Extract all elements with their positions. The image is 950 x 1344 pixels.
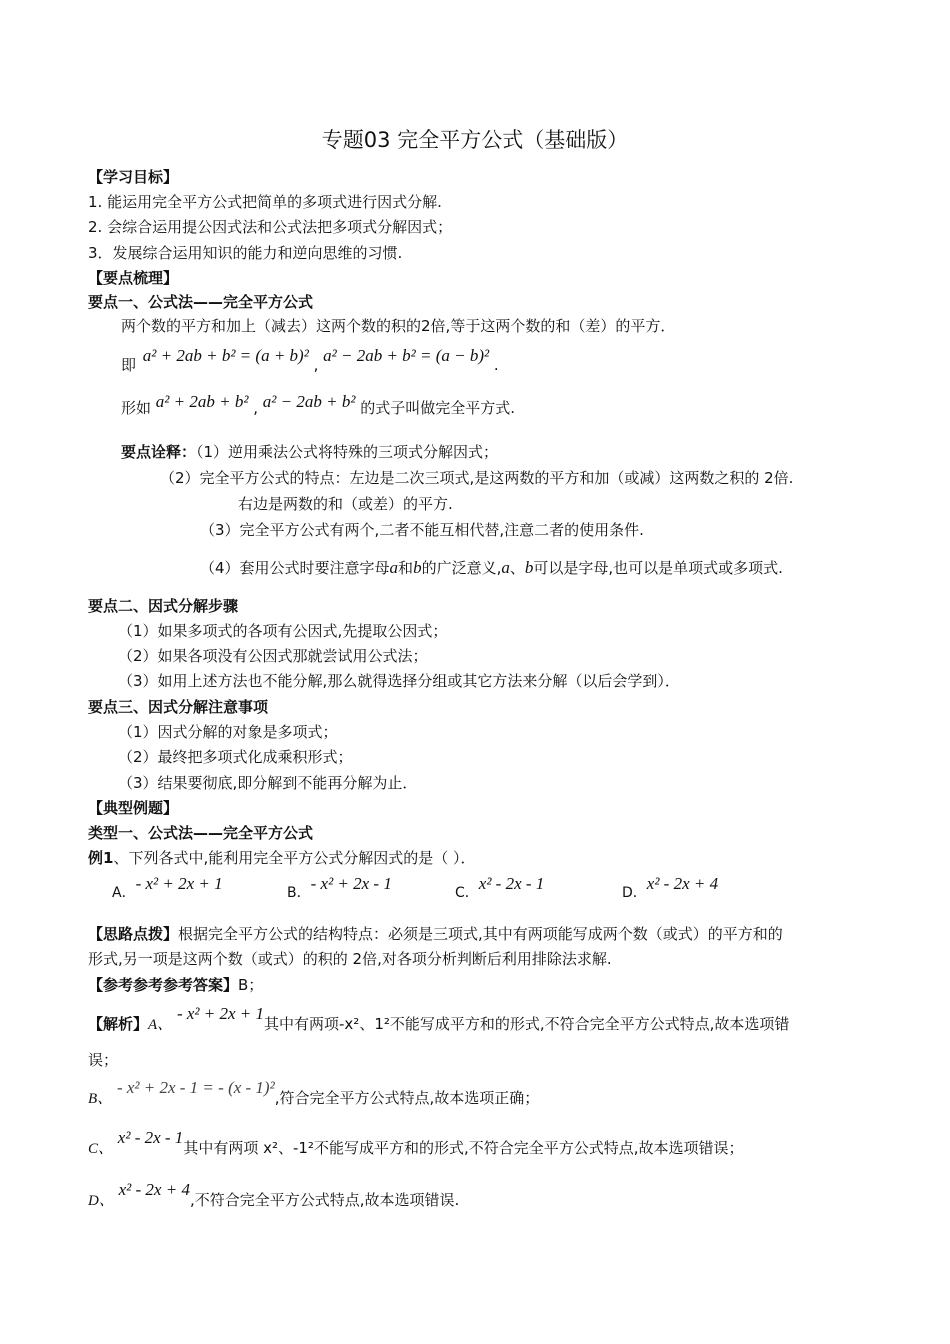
analysis-b-label: B、 bbox=[88, 1091, 113, 1107]
note-4-part-c: 可以是字母,也可以是单项式或多项式. bbox=[533, 559, 783, 577]
var-b: b bbox=[413, 558, 422, 577]
formula-sum-square: a² + 2ab + b² = (a + b)² bbox=[142, 346, 309, 365]
analysis-d-expression: x² - 2x + 4 bbox=[118, 1180, 190, 1199]
hint-line-1 bbox=[88, 924, 783, 944]
objective-item: 2. 会综合运用提公因式法和公式法把多项式分解因式； bbox=[88, 218, 453, 236]
point2-item: （1）如果多项式的各项有公因式,先提取公因式； bbox=[118, 622, 448, 640]
option-c bbox=[455, 874, 545, 901]
var-b: b bbox=[524, 558, 534, 577]
point1-title: 要点一、公式法——完全平方公式 bbox=[88, 293, 314, 311]
point3-title: 要点三、因式分解注意事项 bbox=[88, 698, 269, 716]
form-expression-1: a² + 2ab + b² bbox=[155, 392, 249, 411]
example1-label: 例1 bbox=[88, 849, 114, 867]
analysis-c-label: C、 bbox=[88, 1141, 114, 1157]
point3-item: （2）最终把多项式化成乘积形式； bbox=[118, 748, 353, 766]
form-end-text: 的式子叫做完全平方式. bbox=[360, 399, 515, 417]
point3-item: （3）结果要彻底,即分解到不能再分解为止． bbox=[118, 774, 418, 792]
option-expression: x² - 2x - 1 bbox=[478, 874, 545, 893]
hint-text-2: 形式,另一项是这两个数（或式）的积的 2倍,对各项分析判断后利用排除法求解. bbox=[88, 950, 612, 968]
analysis-a-text-2: 误； bbox=[88, 1051, 119, 1069]
note-2b: 右边是两数的和（或差）的平方. bbox=[238, 495, 453, 513]
form-expression-2: a² − 2ab + b² bbox=[262, 392, 356, 411]
option-d bbox=[622, 874, 719, 901]
example1-text: 、下列各式中,能利用完全平方公式分解因式的是（ ）． bbox=[113, 849, 476, 867]
examples-heading: 【典型例题】 bbox=[88, 799, 179, 817]
analysis-a-label: A、 bbox=[148, 1017, 173, 1033]
option-label: D． bbox=[622, 885, 647, 901]
point2-item: （2）如果各项没有公因式那就尝试用公式法； bbox=[118, 647, 428, 665]
note-1: （1）逆用乘法公式将特殊的三项式分解因式； bbox=[196, 443, 499, 461]
example1-question bbox=[88, 848, 475, 868]
note-3: （3）完全平方公式有两个,二者不能互相代替,注意二者的使用条件. bbox=[200, 521, 644, 539]
option-expression: - x² + 2x - 1 bbox=[310, 874, 392, 893]
analysis-d-text: ,不符合完全平方公式特点,故本选项错误. bbox=[189, 1191, 460, 1209]
formula-diff-square: a² − 2ab + b² = (a − b)² bbox=[323, 346, 490, 365]
points-heading: 【要点梳理】 bbox=[88, 269, 179, 287]
analysis-d-line bbox=[88, 1180, 459, 1208]
analysis-c-line bbox=[88, 1128, 743, 1156]
ji-label: 即 bbox=[121, 356, 137, 374]
var-a: a bbox=[389, 558, 399, 577]
formula-end: . bbox=[493, 356, 499, 374]
xingru-label: 形如 bbox=[121, 399, 152, 417]
note-4 bbox=[200, 558, 783, 578]
option-label: C． bbox=[455, 885, 479, 901]
var-a: a bbox=[501, 558, 510, 577]
form-separator: , bbox=[253, 399, 258, 417]
objective-item: 3．发展综合运用知识的能力和逆向思维的习惯. bbox=[88, 244, 403, 262]
type1-title: 类型一、公式法——完全平方公式 bbox=[88, 824, 314, 842]
analysis-a-text: 其中有两项-x²、1²不能写成平方和的形式,不符合完全平方公式特点,故本选项错 bbox=[264, 1015, 790, 1033]
note-4-part-a: （4）套用公式时要注意字母 bbox=[200, 559, 390, 577]
objective-item: 1. 能运用完全平方公式把简单的多项式进行因式分解. bbox=[88, 193, 442, 211]
analysis-c-text: 其中有两项 x²、-1²不能写成平方和的形式,不符合完全平方公式特点,故本选项错误； bbox=[183, 1139, 744, 1157]
option-label: A． bbox=[112, 885, 136, 901]
answer-line bbox=[88, 975, 263, 995]
analysis-d-label: D、 bbox=[88, 1193, 114, 1209]
point2-item: （3）如用上述方法也不能分解,那么就得选择分组或其它方法来分解（以后会学到）． bbox=[118, 672, 680, 690]
option-label: B． bbox=[287, 885, 311, 901]
note-label: 要点诠释： bbox=[121, 443, 197, 461]
point2-title: 要点二、因式分解步骤 bbox=[88, 597, 239, 615]
answer-value: B； bbox=[238, 976, 264, 994]
point1-text: 两个数的平方和加上（减去）这两个数的积的2倍,等于这两个数的和（差）的平方． bbox=[121, 317, 676, 335]
answer-label: 【参考参考参考答案】 bbox=[88, 976, 239, 994]
hint-text-1: 根据完全平方公式的结构特点：必须是三项式,其中有两项能写成两个数（或式）的平方和的 bbox=[178, 925, 783, 943]
option-expression: - x² + 2x + 1 bbox=[135, 874, 223, 893]
option-expression: x² - 2x + 4 bbox=[646, 874, 719, 893]
analysis-a-expression: - x² + 2x + 1 bbox=[176, 1004, 265, 1023]
point3-item: （1）因式分解的对象是多项式； bbox=[118, 723, 338, 741]
perfect-square-form-line bbox=[121, 392, 515, 420]
analysis-b-text: ,符合完全平方公式特点,故本选项正确； bbox=[274, 1089, 540, 1107]
note-line-1 bbox=[121, 442, 498, 462]
page-title: 专题03 完全平方公式（基础版） bbox=[321, 128, 629, 152]
note-2: （2）完全平方公式的特点：左边是二次三项式,是这两数的平方和加（或减）这两数之积的 2倍. bbox=[160, 469, 794, 487]
option-a bbox=[112, 874, 223, 901]
formula-separator: , bbox=[313, 356, 319, 374]
analysis-label: 【解析】 bbox=[88, 1015, 149, 1033]
note-4-part-b: 的广泛意义, bbox=[421, 559, 502, 577]
analysis-b-expression: - x² + 2x - 1 = - (x - 1)² bbox=[116, 1078, 275, 1097]
analysis-b-line bbox=[88, 1078, 539, 1106]
analysis-c-expression: x² - 2x - 1 bbox=[117, 1128, 184, 1147]
he-text: 和 bbox=[398, 559, 414, 577]
analysis-a-line bbox=[88, 1004, 789, 1032]
objectives-heading: 【学习目标】 bbox=[88, 168, 179, 186]
hint-label: 【思路点拨】 bbox=[88, 925, 179, 943]
option-b bbox=[287, 874, 392, 901]
dun-text: 、 bbox=[509, 559, 525, 577]
formula-line bbox=[121, 346, 499, 374]
